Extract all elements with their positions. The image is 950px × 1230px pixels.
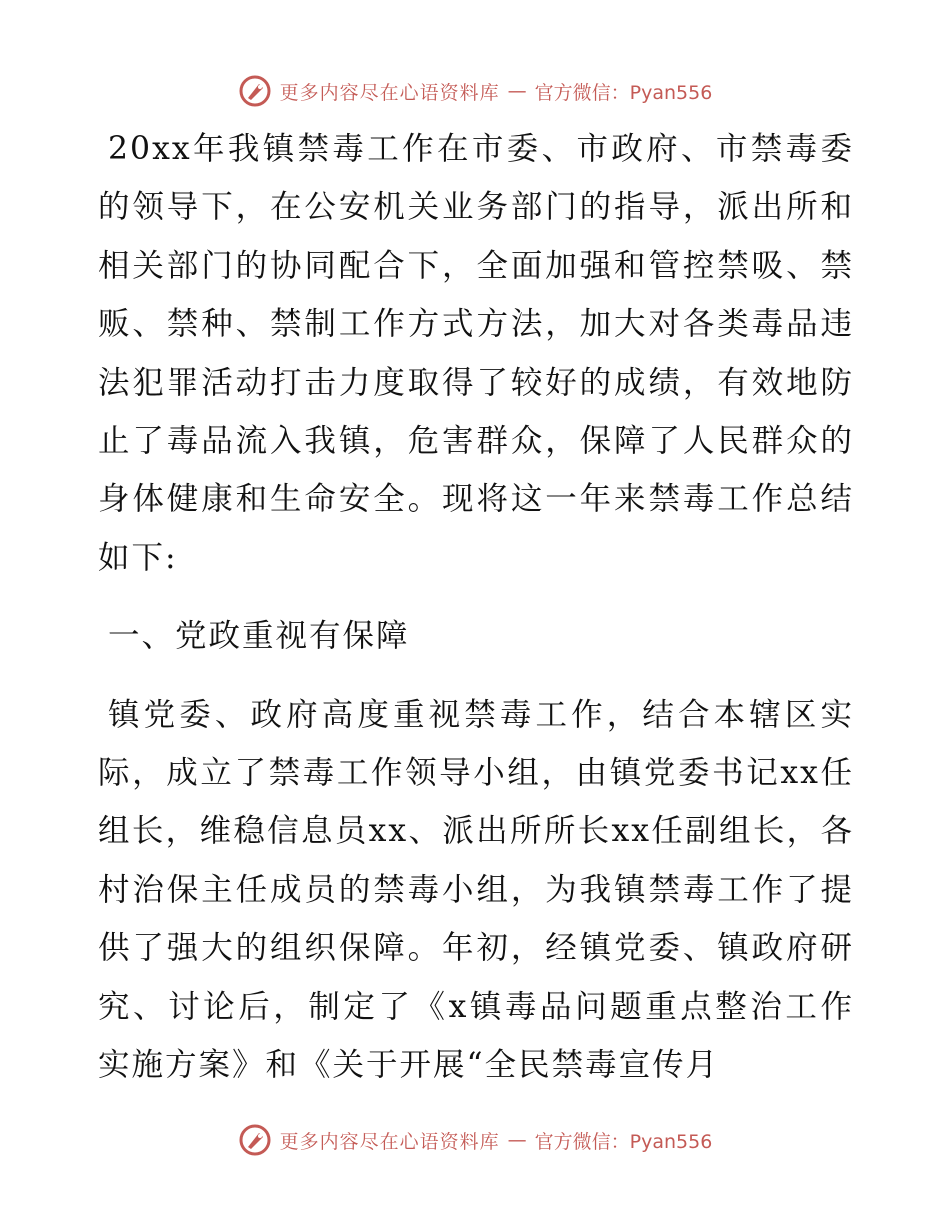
watermark-wechat: 官方微信：Pyan556 — [534, 1130, 713, 1153]
watermark-dash: — — [507, 1129, 527, 1151]
watermark-site-name: 更多内容尽在心语资料库 — [279, 1130, 500, 1153]
section-heading-1: 一、党政重视有保障 — [108, 618, 410, 655]
paragraph-intro: 20xx年我镇禁毒工作在市委、市政府、市禁毒委的领导下，在公安机关业务部门的指导，派出所和相关部门的协同配合下，全面加强和管控禁吸、禁贩、禁种、禁制工作方式方法，加大对各类毒品违法犯罪活动打击力度取得了较好的成绩，有效地防止了毒品流入我镇，危害群众，保障了人民群众的身体健康和生命安全。现将这一年来禁毒工作总结如下: — [98, 131, 854, 576]
watermark-bottom — [0, 1120, 950, 1160]
watermark-dash: — — [507, 80, 527, 102]
pen-nib-icon — [238, 1123, 272, 1157]
watermark-wechat: 官方微信：Pyan556 — [534, 81, 713, 104]
paragraph-section-1: 镇党委、政府高度重视禁毒工作，结合本辖区实际，成立了禁毒工作领导小组，由镇党委书记xx任组长，维稳信息员xx、派出所所长xx任副组长，各村治保主任成员的禁毒小组，为我镇禁毒工作了提供了强大的组织保障。年初，经镇党委、镇政府研究、讨论后，制定了《x镇毒品问题重点整治工作实施方案》和《关于开展“全民禁毒宣传月 — [98, 696, 854, 1084]
watermark-top — [0, 71, 950, 111]
document-body — [98, 120, 854, 1095]
pen-nib-icon — [238, 74, 272, 108]
watermark-site-name: 更多内容尽在心语资料库 — [279, 81, 500, 104]
